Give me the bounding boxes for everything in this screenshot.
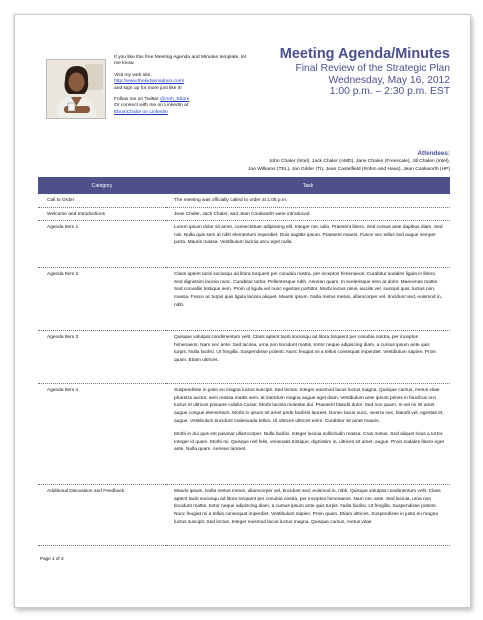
row-task-cell [166, 384, 450, 485]
row-task-continued: Morbi in dui quis est pulvinar ullamcorper. Nulla facilisi. Integer lacinia sollicitudin massa. Cras metus. Sed aliquet risus a tortor. Integer id quam. Morbi mi. Quisque nisl felis, venenatis tristique, dignissim in, ultrices sit amet, augue. Proin sodales libero eget ante. Nulla quam. Aenean laoreet. [174, 432, 444, 453]
attendees-line-2: Joe Williams (TEL), Jan Gilder (TI), Jean Castelfield (Rohm and Haas), Jean Cookworth (HP) [248, 167, 450, 172]
page-title: Meeting Agenda/Minutes [279, 46, 450, 62]
meeting-date: Wednesday, May 16, 2012 [328, 74, 450, 86]
promo-linkedin-text: Or connect with me on LinkedIn at [114, 103, 189, 109]
author-avatar [46, 59, 106, 119]
row-category: Agenda Item 1 [38, 221, 166, 268]
table-header-row [38, 177, 450, 194]
table-row [38, 268, 450, 331]
row-category: Agenda Item 3 [38, 331, 166, 384]
table-row [38, 194, 450, 207]
page-number: Page 1 of 3 [40, 556, 64, 561]
promo-social [114, 97, 254, 116]
table-row [38, 207, 450, 221]
row-task: Quisque volutpat condimentum velit. Class aptent taciti sociosqu ad litora torquent per conubia nostra, per inceptos himenaeos. Nam nec ante. Sed lacinia, urna non tincidunt mattis, tortor neque adipiscing diam, a cursus ipsum ante quis turpis. Nulla facilisi. Ut fringilla. Suspendisse potenti. Nunc feugiat mi a tellus consequat imperdiet. Vestibulum sapien. Proin quam. Etiam ultrices. [166, 331, 450, 384]
promo-signup-text: and sign up for more just like it! [114, 85, 182, 91]
table-row [38, 384, 450, 485]
row-category: Additional Discussion and Feedback [38, 485, 166, 546]
promo-intro: If you like this free Meeting Agenda and Minutes template, let me know. [114, 55, 247, 67]
row-task: Suspendisse in justo eu magna luctus suscipit. Sed lectus. Integer euismod lacus luctus magna. Quisque cursus, metus vitae pharetra auctor, sem massa mattis sem, at interdum magna augue eget diam. Vestibulum ante ipsum primis in faucibus orci luctus et ultrices posuere cubilia Curae; Morbi lacinia molestie dui. Praesent blandit dolor. Sed non quam. In vel mi sit amet augue congue elementum. Morbi in ipsum sit amet pede facilisis laoreet. Donec lacus nunc, viverra nec, blandit vel, egestas et, augue. Vestibulum tincidunt malesuada tellus. Ut ultrices ultrices enim. Curabitur sit amet mauris. [174, 388, 444, 424]
row-task: Class aptent taciti sociosqu ad litora torquent per conubia nostra, per inceptos himenaeos. Curabitur sodales ligula in libero. Sed dignissim lacinia nunc. Curabitur tortor. Pellentesque nibh. Aenean quam. In scelerisque sem at dolor. Maecenas mattis. Sed convallis tristique sem. Proin ut ligula vel nunc egestas porttitor. Morbi lectus risus, iaculis vel, suscipit quis, luctus non, massa. Fusce ac turpis quis ligula lacinia aliquet. Mauris ipsum. Nulla metus metus, ullamcorper vel, tincidunt sed, euismod in, nibh. [166, 268, 450, 331]
row-category: Agenda Item 2 [38, 268, 166, 331]
table-row [38, 485, 450, 546]
row-task: Lorem ipsum dolor sit amet, consectetuer adipiscing elit. Integer nec odio. Praesent libero. Sed cursus ante dapibus diam. Sed nisi. Nulla quis sem at nibh elementum imperdiet. Duis sagittis ipsum. Praesent mauris. Fusce nec tellus sed augue semper porta. Mauris massa. Vestibulum lacinia arcu eget nulla. [166, 221, 450, 268]
table-row [38, 331, 450, 384]
document-header [280, 46, 450, 98]
row-task: The meeting was officially called to order at 1:05 p.m. [166, 194, 450, 207]
meeting-subtitle: Final Review of the Strategic Plan [295, 63, 450, 74]
meeting-time: 1:00 p.m. – 2:30 p.m. EST [329, 86, 450, 97]
row-task: Mauris ipsum. Nulla metus metus, ullamcorper vel, tincidunt sed, euismod in, nibh. Quisque volutpat condimentum velit. Class aptent taciti sociosqu ad litora torquent per conubia nostra, per inceptos himenaeos. Nam nec ante. Sed lacinia, urna non tincidunt mattis, tortor neque adipiscing diam, a cursus ipsum ante quis turpis. Nulla facilisi. Ut fringilla. Suspendisse potenti. Nunc feugiat mi a tellus consequat imperdiet. Vestibulum sapien. Proin quam. Etiam ultrices. Suspendisse in justo eu magna luctus suscipit. Sed lectus. Integer euismod lacus luctus magna. Quisque cursus, metus vitae [166, 485, 450, 546]
row-category: Call to Order [38, 194, 166, 207]
agenda-table [38, 177, 450, 546]
column-header-task: Task [166, 177, 450, 194]
row-task: Jean Chaler, Jack Chaler, and Jean Cookworth were introduced. [166, 207, 450, 221]
website-link[interactable]: http://www.thekidsenadmin.com/ [114, 79, 185, 85]
column-header-category: Category [38, 177, 166, 194]
attendees-block [120, 150, 450, 174]
row-category: Agenda Item 4 [38, 384, 166, 485]
promo-website [114, 73, 254, 92]
twitter-link[interactable]: @Anh_Ebom [160, 97, 190, 103]
linkedin-link[interactable]: EbomChalor on LinkedIn [114, 109, 168, 115]
table-row [38, 221, 450, 268]
promo-visit-text: Visit my web site, [114, 72, 152, 78]
row-category: Welcome and Introductions [38, 207, 166, 221]
attendees-label: Attendees: [417, 150, 450, 157]
promo-block [114, 55, 254, 121]
attendees-line-1: John Chaler (Intel), Jack Chaler (AMD), Jane Chalen (Freescale), Jill Chalen (Intel), [268, 159, 450, 164]
promo-twitter-text: Follow me on Twitter [114, 97, 159, 103]
